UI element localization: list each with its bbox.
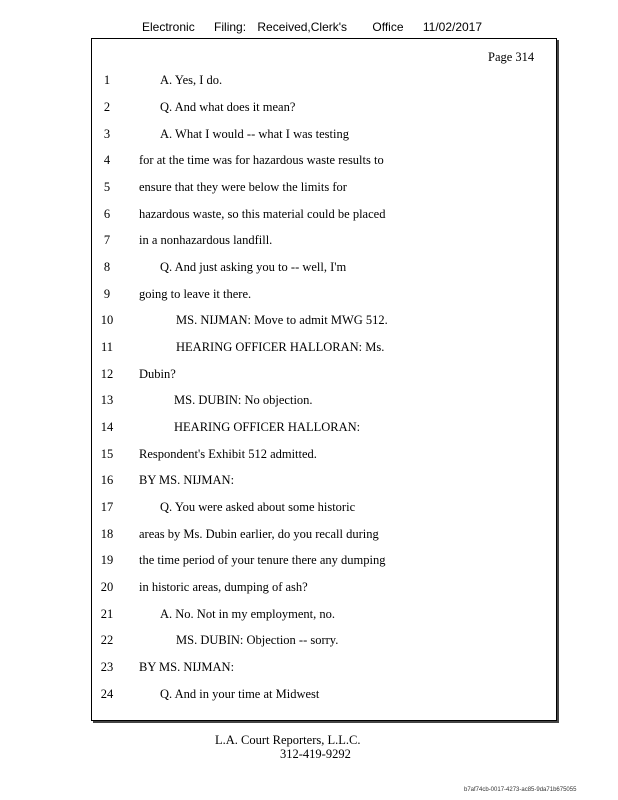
line-number: 4 bbox=[103, 153, 111, 167]
line-text: in a nonhazardous landfill. bbox=[139, 233, 273, 247]
line-number: 1 bbox=[103, 73, 111, 87]
line-number: 8 bbox=[103, 260, 111, 274]
line-number: 11 bbox=[100, 340, 114, 354]
filing-header-word: Filing: bbox=[214, 20, 247, 34]
transcript-line bbox=[0, 126, 618, 142]
filing-header-word: Electronic bbox=[142, 20, 195, 34]
line-text: in historic areas, dumping of ash? bbox=[139, 580, 308, 594]
line-text: A. Yes, I do. bbox=[160, 73, 223, 87]
line-number: 19 bbox=[100, 553, 114, 567]
line-text: A. What I would -- what I was testing bbox=[160, 127, 349, 141]
line-text: MS. DUBIN: No objection. bbox=[174, 393, 313, 407]
line-number: 24 bbox=[100, 687, 114, 701]
line-text: BY MS. NIJMAN: bbox=[139, 660, 235, 674]
transcript-line bbox=[0, 552, 618, 568]
line-number: 16 bbox=[100, 473, 114, 487]
line-number: 23 bbox=[100, 660, 114, 674]
document-id: b7af74cb-0017-4273-ac85-9da71b675055 bbox=[464, 787, 577, 793]
transcript-line bbox=[0, 632, 618, 648]
filing-header-date: 11/02/2017 bbox=[422, 20, 483, 34]
line-text: hazardous waste, so this material could be placed bbox=[139, 207, 386, 221]
line-text: the time period of your tenure there any dumping bbox=[139, 553, 386, 567]
line-number: 3 bbox=[103, 127, 111, 141]
line-number: 13 bbox=[100, 393, 114, 407]
transcript-line bbox=[0, 686, 618, 702]
line-number: 12 bbox=[100, 367, 114, 381]
line-text: Dubin? bbox=[139, 367, 176, 381]
transcript-line bbox=[0, 152, 618, 168]
transcript-line bbox=[0, 472, 618, 488]
filing-header-word: Office bbox=[372, 20, 404, 34]
line-text: HEARING OFFICER HALLORAN: Ms. bbox=[176, 340, 385, 354]
filing-header-word: Received,Clerk's bbox=[257, 20, 348, 34]
transcript-line bbox=[0, 579, 618, 595]
line-text: A. No. Not in my employment, no. bbox=[160, 607, 335, 621]
line-text: HEARING OFFICER HALLORAN: bbox=[174, 420, 361, 434]
line-number: 18 bbox=[100, 527, 114, 541]
transcript-line bbox=[0, 419, 618, 435]
transcript-line bbox=[0, 366, 618, 382]
transcript-line bbox=[0, 526, 618, 542]
transcript-line bbox=[0, 99, 618, 115]
transcript-line bbox=[0, 232, 618, 248]
line-number: 20 bbox=[100, 580, 114, 594]
transcript-line bbox=[0, 499, 618, 515]
line-number: 2 bbox=[103, 100, 111, 114]
transcript-line bbox=[0, 339, 618, 355]
line-text: going to leave it there. bbox=[139, 287, 252, 301]
reporter-phone: 312-419-9292 bbox=[280, 747, 351, 761]
line-number: 14 bbox=[100, 420, 114, 434]
transcript-line bbox=[0, 312, 618, 328]
transcript-line bbox=[0, 206, 618, 222]
transcript-line bbox=[0, 179, 618, 195]
line-text: Q. You were asked about some historic bbox=[160, 500, 356, 514]
line-number: 21 bbox=[100, 607, 114, 621]
line-text: MS. DUBIN: Objection -- sorry. bbox=[176, 633, 339, 647]
line-number: 17 bbox=[100, 500, 114, 514]
line-text: Q. And in your time at Midwest bbox=[160, 687, 320, 701]
line-number: 9 bbox=[103, 287, 111, 301]
line-text: Respondent's Exhibit 512 admitted. bbox=[139, 447, 317, 461]
line-number: 6 bbox=[103, 207, 111, 221]
line-number: 22 bbox=[100, 633, 114, 647]
line-text: ensure that they were below the limits for bbox=[139, 180, 347, 194]
transcript-line bbox=[0, 286, 618, 302]
line-text: BY MS. NIJMAN: bbox=[139, 473, 235, 487]
transcript-line bbox=[0, 606, 618, 622]
transcript-line bbox=[0, 259, 618, 275]
line-number: 5 bbox=[103, 180, 111, 194]
line-text: areas by Ms. Dubin earlier, do you recall during bbox=[139, 527, 379, 541]
page-number-label: Page 314 bbox=[488, 50, 535, 64]
line-text: MS. NIJMAN: Move to admit MWG 512. bbox=[176, 313, 388, 327]
transcript-line bbox=[0, 659, 618, 675]
transcript-line bbox=[0, 446, 618, 462]
transcript-line bbox=[0, 72, 618, 88]
line-number: 7 bbox=[103, 233, 111, 247]
line-number: 15 bbox=[100, 447, 114, 461]
line-text: for at the time was for hazardous waste results to bbox=[139, 153, 384, 167]
reporter-firm-name: L.A. Court Reporters, L.L.C. bbox=[215, 733, 361, 747]
transcript-line bbox=[0, 392, 618, 408]
line-text: Q. And what does it mean? bbox=[160, 100, 296, 114]
line-text: Q. And just asking you to -- well, I'm bbox=[160, 260, 347, 274]
line-number: 10 bbox=[100, 313, 114, 327]
